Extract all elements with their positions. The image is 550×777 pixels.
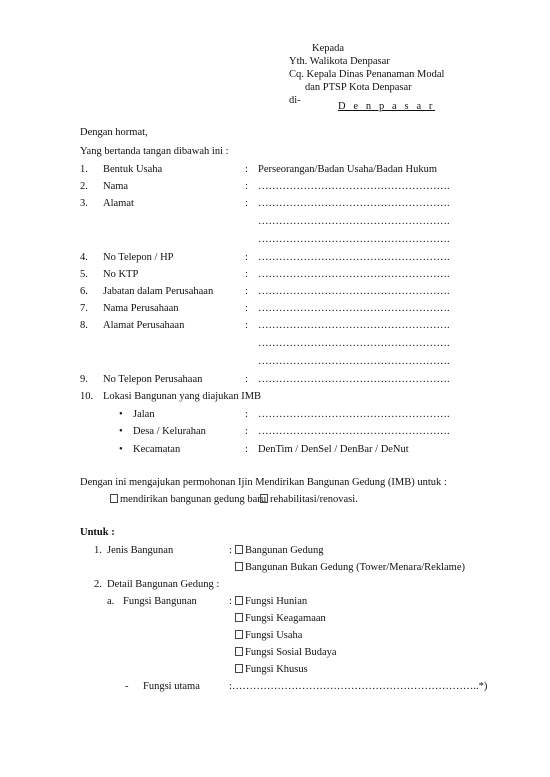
field-value-alamat-perusahaan-3[interactable]: ………………………………………………. — [258, 356, 450, 367]
option-fungsi-usaha[interactable]: Fungsi Usaha — [235, 630, 302, 642]
field-colon: : — [245, 320, 248, 331]
field-label: No Telepon / HP — [103, 252, 174, 263]
bullet-icon: • — [119, 444, 123, 455]
item-num: 1. — [94, 545, 102, 556]
sub-item-colon: : — [229, 596, 232, 607]
option-fungsi-keagamaan[interactable]: Fungsi Keagamaan — [235, 613, 326, 625]
option-fungsi-khusus[interactable]: Fungsi Khusus — [235, 664, 308, 676]
field-label: Alamat — [103, 198, 134, 209]
field-num: 9. — [80, 374, 88, 385]
field-value-alamat-perusahaan-2[interactable]: ………………………………………………. — [258, 338, 450, 349]
checkbox-icon — [235, 596, 245, 607]
location-colon: : — [245, 409, 248, 420]
field-num: 4. — [80, 252, 88, 263]
checkbox-icon — [260, 494, 270, 505]
recipient-city: D e n p a s a r — [338, 101, 436, 112]
field-value-jabatan[interactable]: ………………………………………………. — [258, 286, 450, 297]
field-num: 1. — [80, 164, 88, 175]
field-colon: : — [245, 198, 248, 209]
request-text: Dengan ini mengajukan permohonan Ijin Mendirikan Bangunan Gedung (IMB) untuk : — [80, 477, 447, 488]
field-label: No KTP — [103, 269, 139, 280]
item-colon: : — [229, 545, 232, 556]
checkbox-icon — [235, 562, 245, 573]
field-value-alamat-perusahaan[interactable]: ………………………………………………. — [258, 320, 450, 331]
field-value-alamat[interactable]: ………………………………………………. — [258, 198, 450, 209]
field-value-nama[interactable]: ………………………………………………. — [258, 181, 450, 192]
field-value-alamat-2[interactable]: ………………………………………………. — [258, 216, 450, 227]
recipient-kepala-dinas: Cq. Kepala Dinas Penanaman Modal — [289, 69, 445, 80]
field-colon: : — [245, 269, 248, 280]
recipient-ptsp: dan PTSP Kota Denpasar — [305, 82, 412, 93]
field-colon: : — [245, 303, 248, 314]
field-value-bentuk-usaha: Perseorangan/Badan Usaha/Badan Hukum — [258, 164, 438, 175]
checkbox-icon — [235, 664, 245, 675]
option-fungsi-hunian[interactable]: Fungsi Hunian — [235, 596, 307, 608]
field-num: 10. — [80, 391, 94, 402]
item-label-detail: Detail Bangunan Gedung : — [107, 579, 220, 590]
sub-item-label-fungsi: Fungsi Bangunan — [123, 596, 197, 607]
sub-item-letter: a. — [107, 596, 115, 607]
field-num: 8. — [80, 320, 88, 331]
field-colon: : — [245, 252, 248, 263]
checkbox-icon — [110, 494, 120, 505]
recipient-kepada: Kepada — [312, 43, 345, 54]
item-label-jenis-bangunan: Jenis Bangunan — [107, 545, 174, 556]
field-value-telepon-perusahaan[interactable]: ………………………………………………. — [258, 374, 450, 385]
option-renovation[interactable]: rehabilitasi/renovasi. — [260, 494, 358, 506]
field-label: Lokasi Bangunan yang diajukan IMB — [103, 391, 262, 402]
location-label: Desa / Kelurahan — [133, 426, 206, 437]
checkbox-icon — [235, 613, 245, 624]
location-value-kecamatan: DenTim / DenSel / DenBar / DeNut — [258, 444, 409, 455]
recipient-walikota: Yth. Walikota Denpasar — [289, 56, 390, 67]
untuk-heading: Untuk : — [80, 527, 115, 538]
option-bangunan-bukan-gedung[interactable]: Bangunan Bukan Gedung (Tower/Menara/Reklame) — [235, 562, 465, 574]
option-bangunan-gedung[interactable]: Bangunan Gedung — [235, 545, 323, 557]
field-colon: : — [245, 286, 248, 297]
recipient-di: di- — [289, 95, 301, 106]
field-num: 7. — [80, 303, 88, 314]
field-num: 3. — [80, 198, 88, 209]
checkbox-icon — [235, 545, 245, 556]
fungsi-utama-label: Fungsi utama — [143, 681, 200, 692]
item-num: 2. — [94, 579, 102, 590]
field-value-nama-perusahaan[interactable]: ………………………………………………. — [258, 303, 450, 314]
field-num: 5. — [80, 269, 88, 280]
bullet-icon: • — [119, 426, 123, 437]
checkbox-icon — [235, 647, 245, 658]
dash-marker: - — [125, 681, 129, 692]
field-value-ktp[interactable]: ………………………………………………. — [258, 269, 450, 280]
field-label: Nama Perusahaan — [103, 303, 179, 314]
field-num: 2. — [80, 181, 88, 192]
location-label: Jalan — [133, 409, 155, 420]
field-value-alamat-3[interactable]: ………………………………………………. — [258, 234, 450, 245]
field-label: Jabatan dalam Perusahaan — [103, 286, 214, 297]
field-label: Alamat Perusahaan — [103, 320, 185, 331]
location-value-jalan[interactable]: ………………………………………………. — [258, 409, 450, 420]
checkbox-icon — [235, 630, 245, 641]
location-colon: : — [245, 444, 248, 455]
field-label: Bentuk Usaha — [103, 164, 163, 175]
greeting: Dengan hormat, — [80, 127, 148, 138]
location-label: Kecamatan — [133, 444, 181, 455]
field-colon: : — [245, 374, 248, 385]
fungsi-utama-value[interactable]: :……………………………………………………………..*) — [229, 681, 488, 692]
field-label: No Telepon Perusahaan — [103, 374, 203, 385]
option-new-building[interactable]: mendirikan bangunan gedung baru. — [110, 494, 269, 506]
field-colon: : — [245, 164, 248, 175]
field-value-telepon[interactable]: ………………………………………………. — [258, 252, 450, 263]
field-num: 6. — [80, 286, 88, 297]
field-colon: : — [245, 181, 248, 192]
intro-text: Yang bertanda tangan dibawah ini : — [80, 146, 229, 157]
bullet-icon: • — [119, 409, 123, 420]
location-value-desa[interactable]: ………………………………………………. — [258, 426, 450, 437]
field-label: Nama — [103, 181, 129, 192]
location-colon: : — [245, 426, 248, 437]
option-fungsi-sosial-budaya[interactable]: Fungsi Sosial Budaya — [235, 647, 337, 659]
